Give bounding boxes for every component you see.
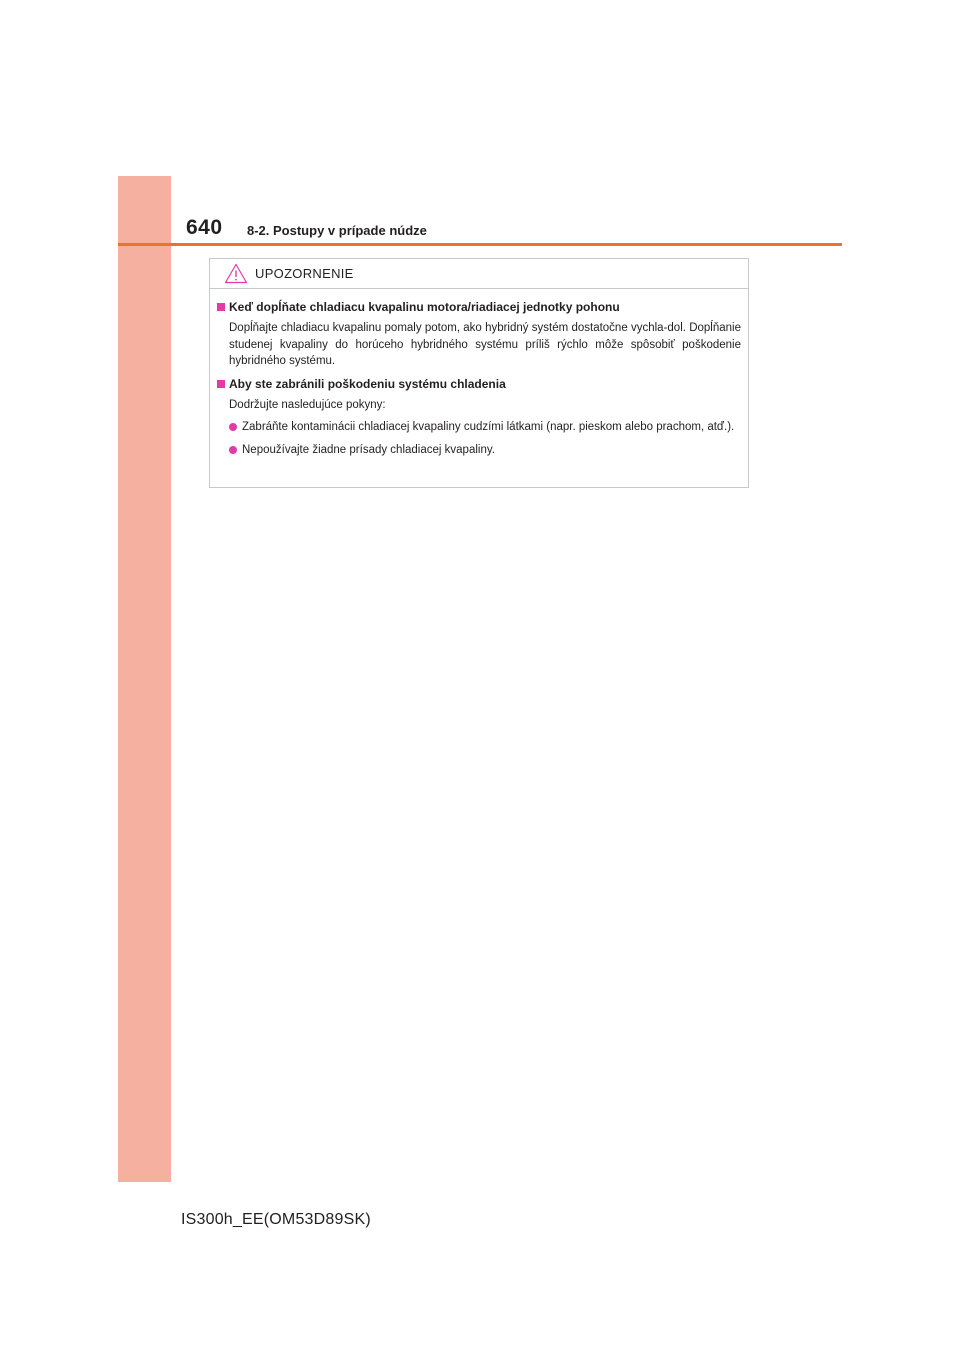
list-item-text: Zabráňte kontaminácii chladiacej kvapaliny cudzími látkami (napr. pieskom alebo prachom, atď.).	[242, 421, 735, 433]
document-code: IS300h_EE(OM53D89SK)	[181, 1211, 371, 1228]
list-item-text: Nepoužívajte žiadne prísady chladiacej kvapaliny.	[242, 443, 495, 456]
round-bullet-icon	[229, 423, 237, 431]
warning-body	[210, 299, 748, 458]
warning-label: UPOZORNENIE	[255, 266, 354, 281]
header-divider	[118, 243, 842, 246]
topic-paragraph: Dopĺňajte chladiacu kvapalinu pomaly potom, ako hybridný systém dostatočne vychla-dol. Dopĺňanie studenej kvapaliny do horúceho hybridného systému príliš rýchlo môže spôsobiť poškodenie hybridného systému.	[229, 322, 741, 367]
round-bullet-icon	[229, 446, 237, 454]
topic-paragraph: Dodržujte nasledujúce pokyny:	[229, 398, 386, 411]
square-bullet-icon	[217, 380, 225, 388]
square-bullet-icon	[217, 303, 225, 311]
topic-heading	[217, 376, 748, 392]
section-title: 8-2. Postupy v prípade núdze	[247, 223, 427, 238]
warning-header	[210, 259, 748, 289]
warning-triangle-icon	[224, 263, 248, 284]
warning-box	[209, 258, 749, 488]
list-item	[229, 419, 741, 436]
chapter-side-band	[118, 176, 171, 1182]
topic-heading-text: Keď dopĺňate chladiacu kvapalinu motora/riadiacej jednotky pohonu	[229, 300, 620, 314]
list-item	[229, 442, 741, 459]
topic-heading-text: Aby ste zabránili poškodeniu systému chladenia	[229, 376, 506, 391]
topic-heading	[217, 299, 748, 315]
page-number: 640	[186, 216, 223, 239]
